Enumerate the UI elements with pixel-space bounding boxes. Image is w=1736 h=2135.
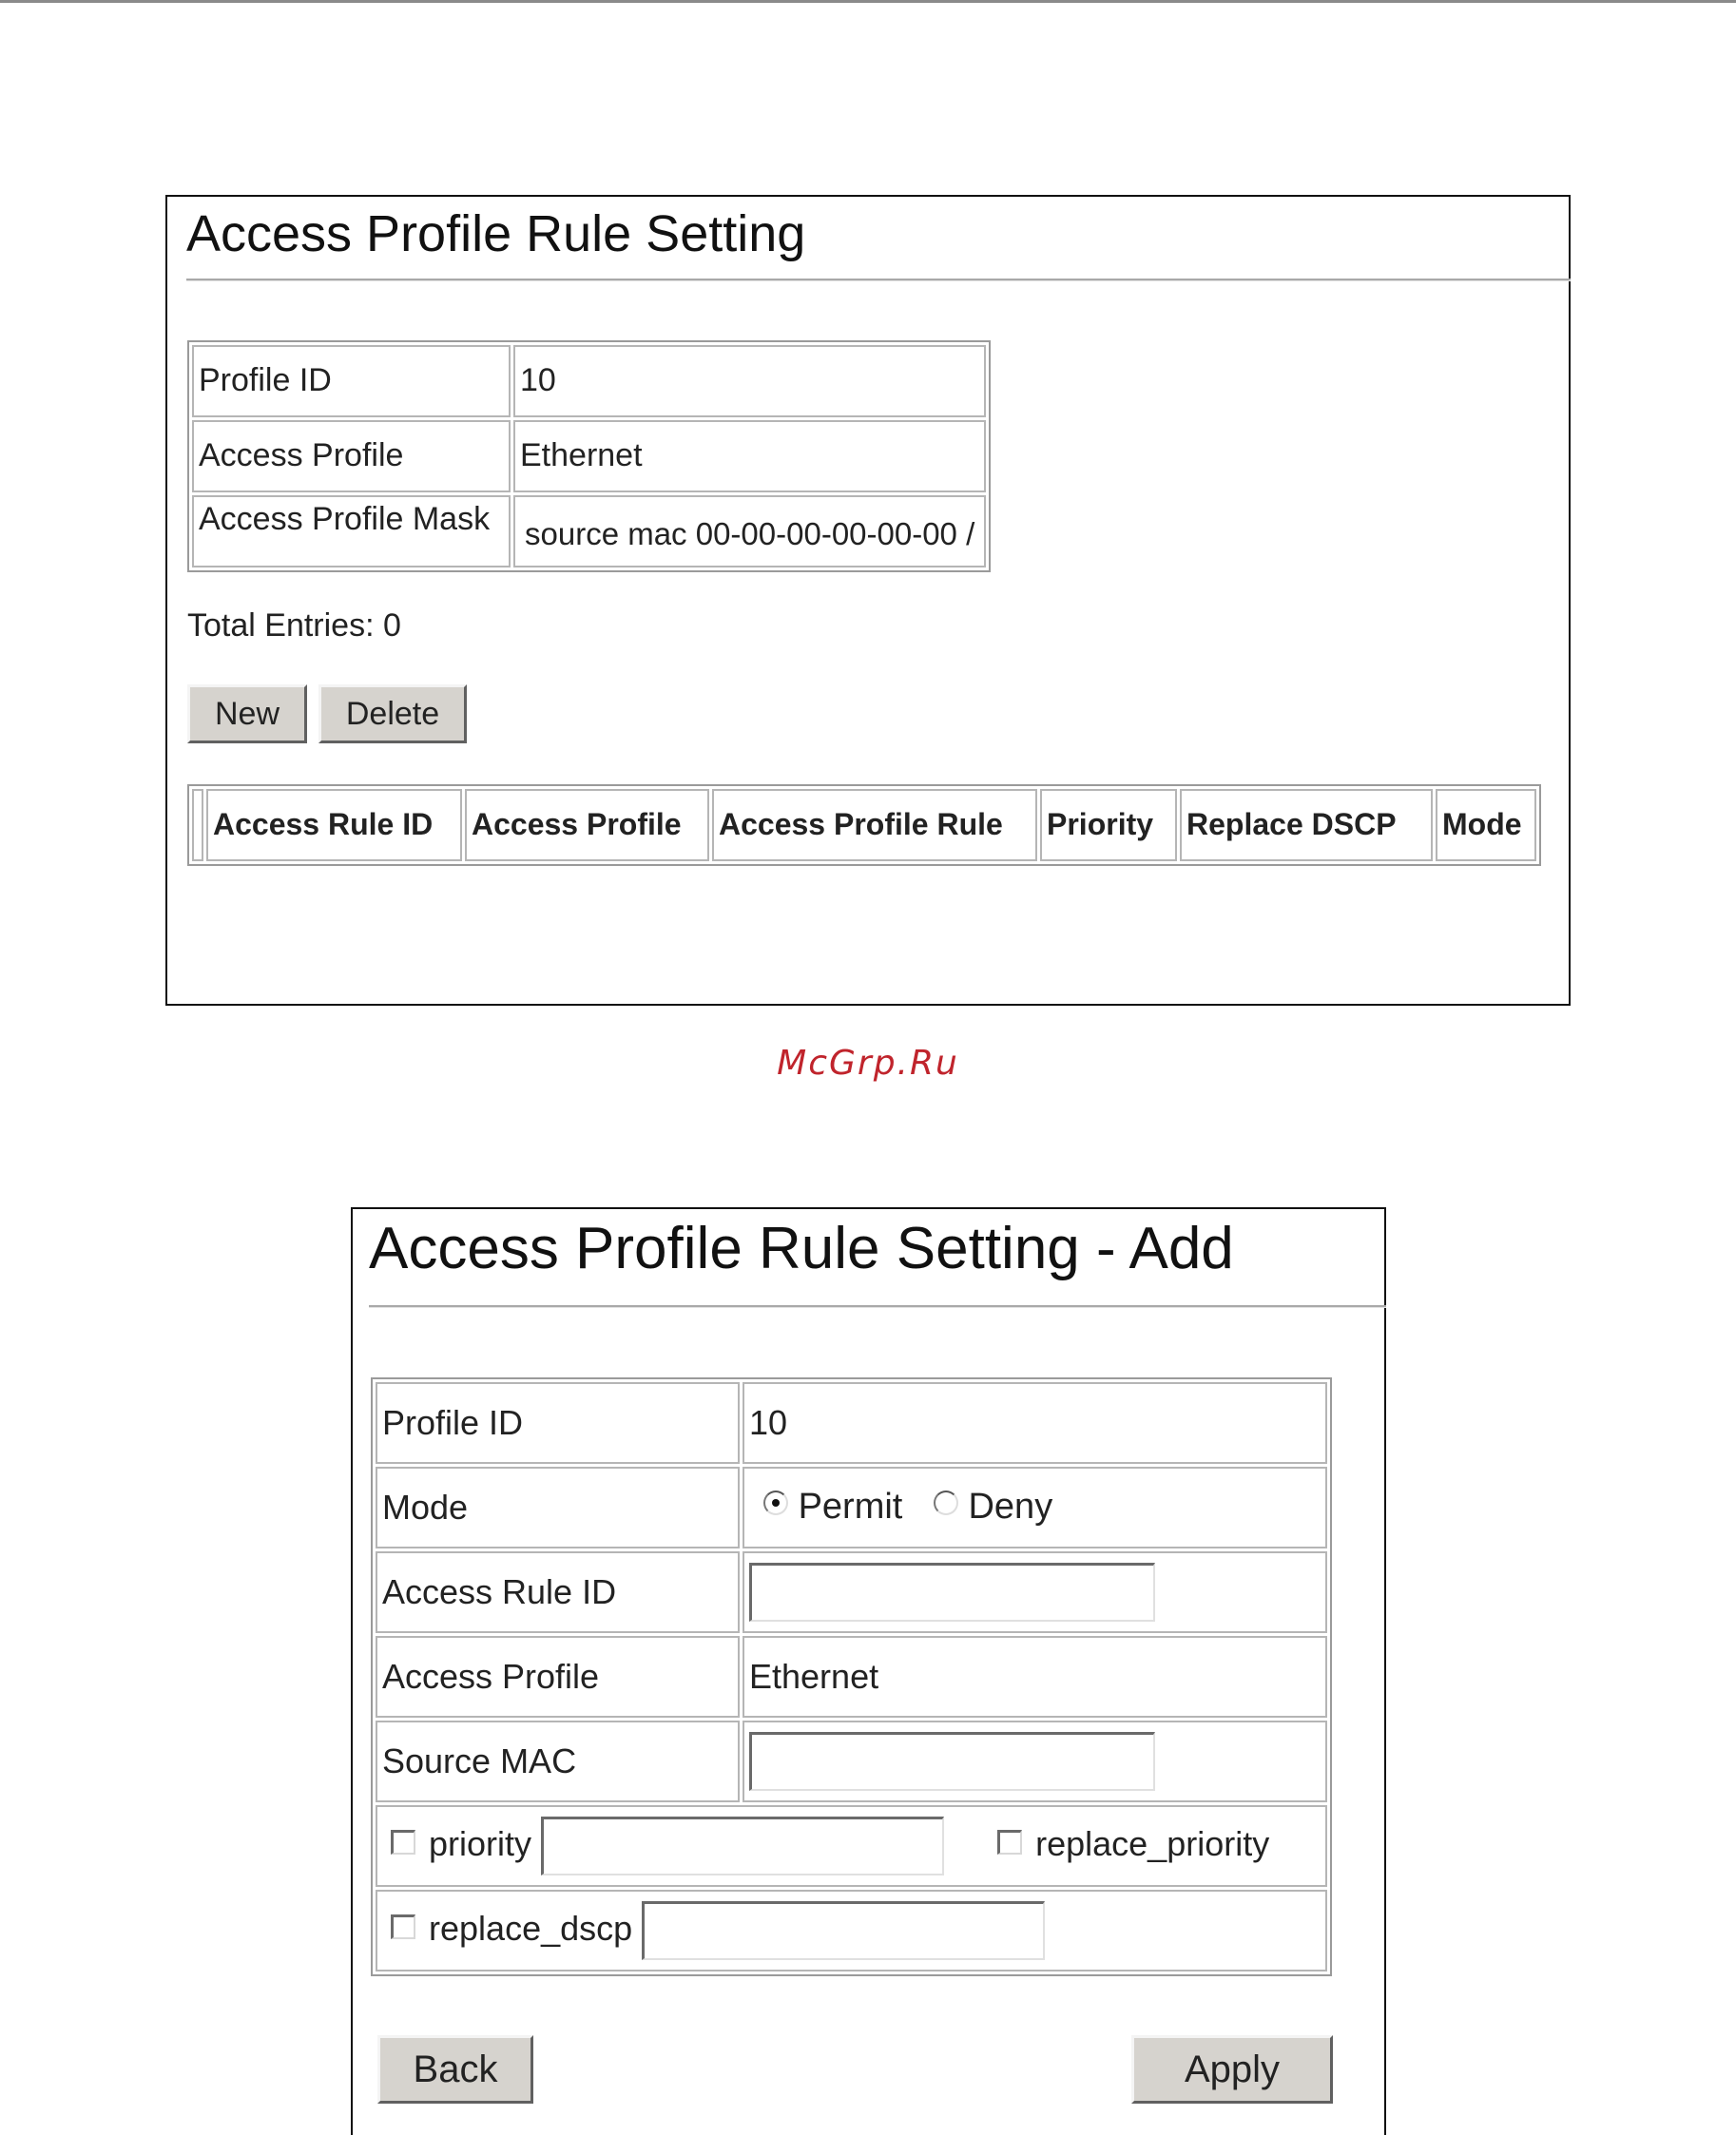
access-profile-value: Ethernet [513, 420, 986, 492]
access-rule-id-label: Access Rule ID [376, 1551, 740, 1633]
table-row [192, 420, 986, 492]
back-button[interactable]: Back [377, 2035, 533, 2104]
profile-id-value: 10 [743, 1382, 1327, 1464]
column-header-access-profile-rule: Access Profile Rule [712, 789, 1037, 861]
table-row [376, 1636, 1327, 1718]
permit-radio[interactable] [763, 1491, 788, 1515]
replace-priority-checkbox[interactable] [997, 1830, 1022, 1855]
table-row [376, 1382, 1327, 1464]
column-header-mode: Mode [1436, 789, 1536, 861]
top-rule [0, 0, 1736, 3]
title-divider [369, 1305, 1386, 1308]
rules-table [187, 784, 1541, 866]
replace-dscp-row-cell [376, 1890, 1327, 1972]
title-divider [186, 279, 1571, 281]
access-rule-id-input[interactable] [749, 1563, 1155, 1622]
priority-checkbox[interactable] [391, 1830, 415, 1855]
access-profile-rule-list-panel [165, 195, 1571, 1006]
column-header-priority: Priority [1040, 789, 1177, 861]
watermark: McGrp.Ru [777, 1044, 959, 1083]
replace-dscp-checkbox[interactable] [391, 1914, 415, 1939]
priority-label: priority [429, 1823, 532, 1863]
rules-table-header-row [192, 789, 1536, 861]
profile-id-label: Profile ID [376, 1382, 740, 1464]
deny-radio[interactable] [934, 1491, 958, 1515]
access-profile-rule-add-panel [351, 1207, 1386, 2135]
apply-button[interactable]: Apply [1131, 2035, 1333, 2104]
permit-label: Permit [798, 1487, 903, 1528]
page-title: Access Profile Rule Setting [186, 205, 806, 262]
table-row [376, 1805, 1327, 1887]
column-header-replace-dscp: Replace DSCP [1180, 789, 1433, 861]
access-profile-mask-value: source mac 00-00-00-00-00-00 / [513, 495, 986, 567]
add-rule-form-table [371, 1377, 1332, 1976]
table-row [376, 1890, 1327, 1972]
new-button[interactable]: New [187, 684, 307, 743]
column-header-access-rule-id: Access Rule ID [206, 789, 462, 861]
source-mac-label: Source MAC [376, 1721, 740, 1802]
select-column-header [192, 789, 203, 861]
mode-label: Mode [376, 1467, 740, 1548]
column-header-access-profile: Access Profile [465, 789, 709, 861]
access-profile-value: Ethernet [743, 1636, 1327, 1718]
priority-input[interactable] [541, 1817, 944, 1875]
total-entries: Total Entries: 0 [187, 607, 401, 644]
access-profile-label: Access Profile [376, 1636, 740, 1718]
deny-label: Deny [968, 1487, 1053, 1528]
access-rule-id-cell [743, 1551, 1327, 1633]
delete-button[interactable]: Delete [318, 684, 467, 743]
source-mac-cell [743, 1721, 1327, 1802]
access-profile-label: Access Profile [192, 420, 511, 492]
access-profile-mask-label: Access Profile Mask [192, 495, 511, 567]
profile-id-label: Profile ID [192, 345, 511, 417]
mode-options [743, 1467, 1327, 1548]
replace-dscp-input[interactable] [642, 1901, 1045, 1960]
table-row [376, 1551, 1327, 1633]
table-row [192, 495, 986, 567]
table-row [376, 1467, 1327, 1548]
page-title: Access Profile Rule Setting - Add [369, 1216, 1234, 1281]
replace-priority-label: replace_priority [1035, 1823, 1270, 1863]
table-row [376, 1721, 1327, 1802]
source-mac-input[interactable] [749, 1732, 1155, 1791]
replace-dscp-label: replace_dscp [429, 1908, 633, 1948]
priority-row-cell [376, 1805, 1327, 1887]
profile-info-table [187, 340, 991, 572]
table-row [192, 345, 986, 417]
profile-id-value: 10 [513, 345, 986, 417]
